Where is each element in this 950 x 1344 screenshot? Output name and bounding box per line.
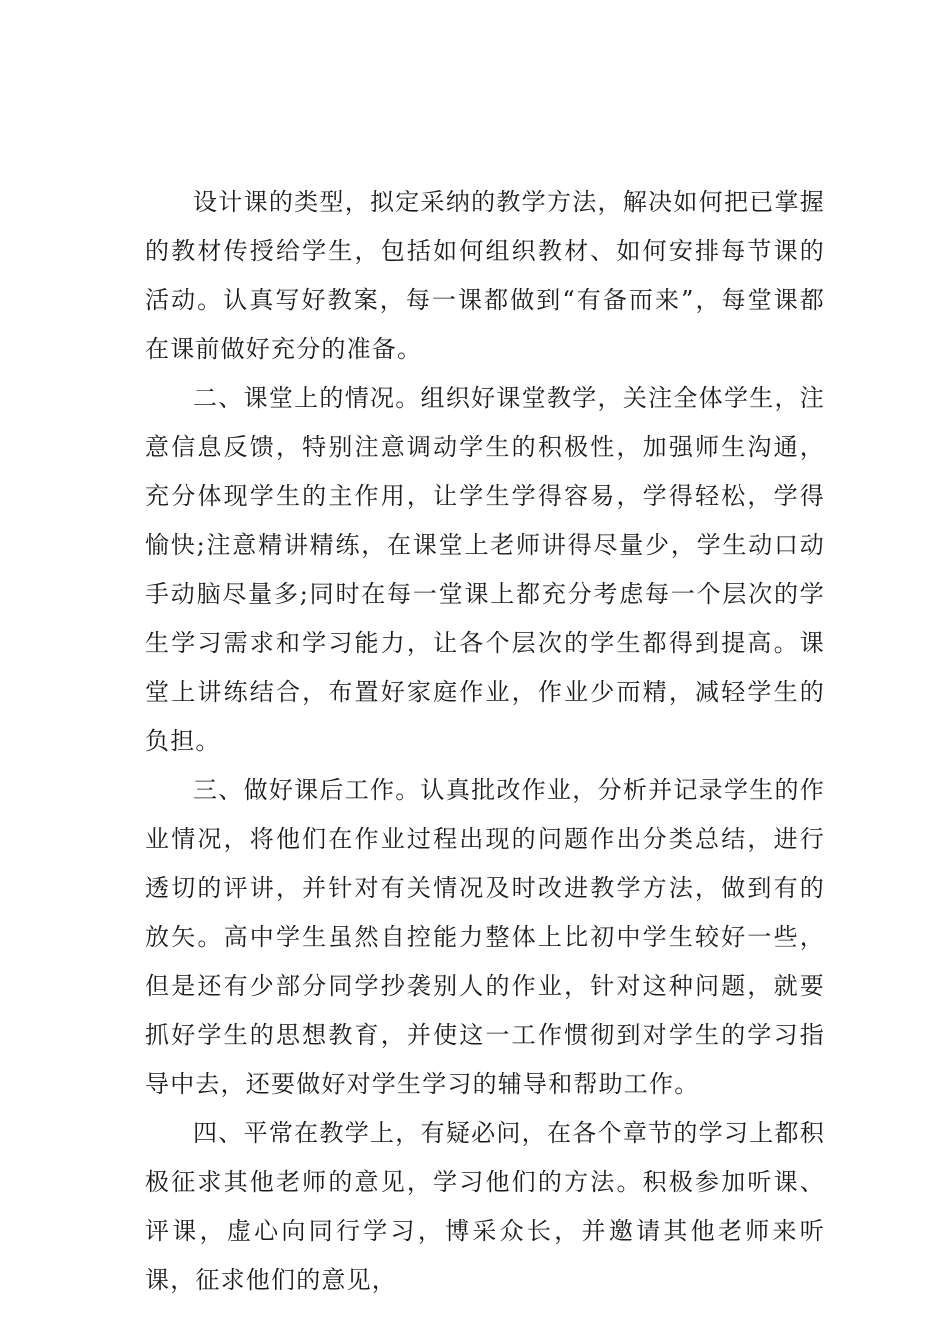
- document-body: [145, 178, 825, 1305]
- paragraph-peer-learning: 四、平常在教学上，有疑必问，在各个章节的学习上都积极征求其他老师的意见，学习他们的方法。积极参加听课、评课，虚心向同行学习，博采众长，并邀请其他老师来听课，征求他们的意见，: [145, 1119, 825, 1294]
- paragraph-after-class: 三、做好课后工作。认真批改作业，分析并记录学生的作业情况，将他们在作业过程出现的问题作出分类总结，进行透切的评讲，并针对有关情况及时改进教学方法，做到有的放矢。高中学生虽然自控能力整体上比初中学生较好一些，但是还有少部分同学抄袭别人的作业，针对这种问题，就要抓好学生的思想教育，并使这一工作惯彻到对学生的学习指导中去，还要做好对学生学习的辅导和帮助工作。: [145, 776, 825, 1098]
- paragraph-lesson-planning: 设计课的类型，拟定采纳的教学方法，解决如何把已掌握的教材传授给学生，包括如何组织教材、如何安排每节课的活动。认真写好教案，每一课都做到“有备而来”，每堂课都在课前做好充分的准备。: [145, 188, 825, 363]
- paragraph-classroom: 二、课堂上的情况。组织好课堂教学，关注全体学生，注意信息反馈，特别注意调动学生的积极性，加强师生沟通，充分体现学生的主作用，让学生学得容易，学得轻松，学得愉快;注意精讲精练，在课堂上老师讲得尽量少，学生动口动手动脑尽量多;同时在每一堂课上都充分考虑每一个层次的学生学习需求和学习能力，让各个层次的学生都得到提高。课堂上讲练结合，布置好家庭作业，作业少而精，减轻学生的负担。: [145, 384, 825, 755]
